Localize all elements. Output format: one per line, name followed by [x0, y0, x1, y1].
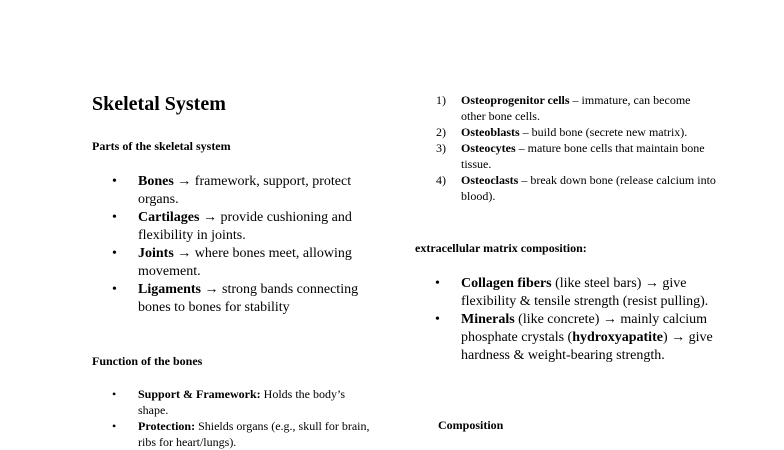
bone-cell-item [436, 92, 716, 124]
bone-cell-term: Osteocytes [461, 141, 516, 155]
bone-cell-desc: – mature bone cells that maintain bone tissue. [461, 141, 705, 171]
parts-desc: → provide cushioning and flexibility in joints. [138, 210, 352, 243]
parts-term: Joints [138, 246, 174, 261]
bone-cell-item [436, 140, 716, 172]
function-list [92, 386, 372, 450]
ecm-term: hydroxyapatite [572, 330, 663, 345]
bullet-icon: • [112, 387, 117, 401]
ecm-item [415, 275, 715, 311]
bullet-icon: • [435, 276, 440, 291]
parts-heading: Parts of the skeletal system [92, 139, 231, 153]
list-number: 1) [436, 93, 446, 107]
bone-cell-desc: – immature, can become other bone cells. [461, 93, 691, 123]
function-item [92, 418, 372, 450]
bullet-icon: • [112, 246, 117, 261]
bullet-icon: • [112, 419, 117, 433]
parts-item [92, 245, 372, 281]
bone-cell-item [436, 124, 716, 140]
ecm-text: ) → give hardness & weight-bearing strength. [461, 330, 713, 363]
function-term: Protection: [138, 419, 196, 433]
parts-desc: → framework, support, protect organs. [138, 174, 352, 207]
bone-cell-term: Osteoclasts [461, 173, 519, 187]
bone-cells-list [436, 92, 716, 204]
document-title: Skeletal System [92, 93, 226, 115]
bone-cell-term: Osteoblasts [461, 125, 520, 139]
function-desc: Shields organs (e.g., skull for brain, ribs for heart/lungs). [138, 419, 370, 449]
bullet-icon: • [112, 210, 117, 225]
parts-term: Ligaments [138, 282, 201, 297]
bullet-icon: • [112, 282, 117, 297]
ecm-item [415, 311, 715, 365]
ecm-list [415, 275, 715, 365]
parts-desc: → where bones meet, allowing movement. [138, 246, 352, 279]
ecm-term: Minerals [461, 312, 515, 327]
function-desc: Holds the body’s shape. [138, 387, 345, 417]
bone-cell-desc: – break down bone (release calcium into blood). [461, 173, 716, 203]
bone-cell-desc: – build bone (secrete new matrix). [522, 125, 688, 139]
ecm-text: (like concrete) → mainly calcium phosphate crystals ( [461, 312, 708, 345]
bullet-icon: • [435, 312, 440, 327]
bone-cell-term: Osteoprogenitor cells [461, 93, 570, 107]
parts-item [92, 209, 372, 245]
function-heading: Function of the bones [92, 354, 203, 368]
parts-item [92, 173, 372, 209]
list-number: 3) [436, 141, 446, 155]
function-item [92, 386, 372, 418]
parts-list [92, 173, 372, 317]
composition-heading: Composition [438, 418, 504, 432]
parts-term: Cartilages [138, 210, 200, 225]
list-number: 4) [436, 173, 446, 187]
ecm-text: (like steel bars) → give flexibility & tensile strength (resist pulling). [461, 276, 709, 309]
list-number: 2) [436, 125, 446, 139]
bone-cell-item [436, 172, 716, 204]
ecm-term: Collagen fibers [461, 276, 552, 291]
parts-item [92, 281, 372, 317]
ecm-heading: extracellular matrix composition: [415, 241, 587, 255]
parts-desc: → strong bands connecting bones to bones for stability [138, 282, 359, 315]
function-term: Support & Framework: [138, 387, 261, 401]
parts-term: Bones [138, 174, 174, 189]
bullet-icon: • [112, 174, 117, 189]
